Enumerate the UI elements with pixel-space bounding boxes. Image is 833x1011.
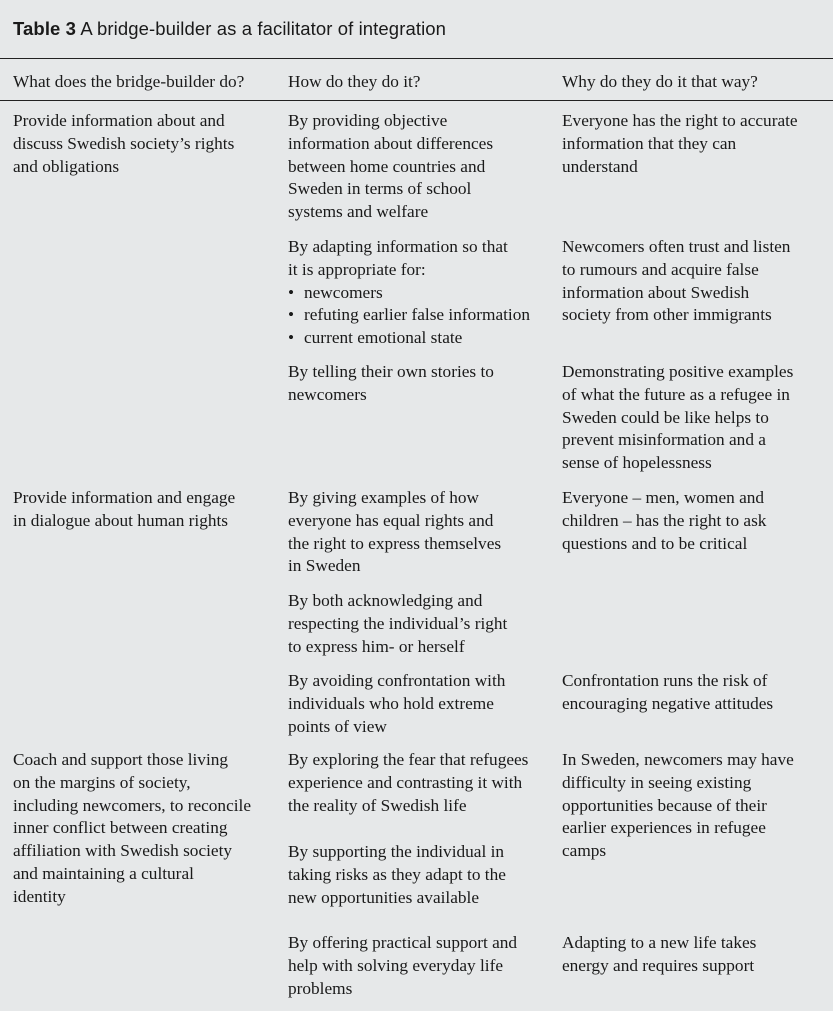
- cell-line: Provide information and engage: [13, 488, 236, 507]
- cell-why-1: [562, 110, 798, 178]
- cell-line: Sweden could be like helps to: [562, 407, 769, 427]
- table-label: Table 3: [13, 18, 77, 39]
- cell-how-3: [288, 361, 494, 407]
- header-bottom-rule: [0, 100, 833, 101]
- cell-how-9: [288, 932, 517, 1000]
- cell-how-7: [288, 749, 528, 817]
- cell-line: By adapting information so that: [288, 237, 508, 256]
- cell-line: Newcomers often trust and listen: [562, 237, 791, 256]
- cell-line: prevent misinformation and a: [562, 430, 766, 450]
- cell-line: encouraging negative attitudes: [562, 693, 774, 713]
- cell-line: on the margins of society,: [13, 772, 191, 792]
- column-header-why: Why do they do it that way?: [562, 72, 758, 91]
- cell-how-2: [288, 236, 530, 350]
- cell-line: Demonstrating positive examples: [562, 362, 794, 381]
- cell-how-1: [288, 110, 493, 224]
- cell-line: understand: [562, 156, 638, 176]
- bullet-text: current emotional state: [304, 328, 463, 348]
- cell-line: experience and contrasting it with: [288, 772, 523, 792]
- cell-line: and obligations: [13, 156, 120, 176]
- cell-line: taking risks as they adapt to the: [288, 864, 506, 884]
- cell-line: information about differences: [288, 133, 494, 153]
- cell-line: it is appropriate for:: [288, 259, 426, 279]
- cell-line: Confrontation runs the risk of: [562, 671, 768, 690]
- cell-line: inner conflict between creating: [13, 818, 228, 838]
- cell-line: By providing objective: [288, 111, 448, 130]
- cell-line: Provide information about and: [13, 111, 225, 130]
- cell-line: everyone has equal rights and: [288, 510, 494, 530]
- cell-line: of what the future as a refugee in: [562, 384, 790, 404]
- bullet-text: newcomers: [304, 282, 383, 302]
- table-title: [13, 18, 446, 40]
- cell-line: systems and welfare: [288, 202, 429, 222]
- cell-line: between home countries and: [288, 156, 486, 176]
- header-top-rule: [0, 58, 833, 59]
- cell-line: By exploring the fear that refugees: [288, 750, 529, 769]
- table-caption: [0, 0, 833, 58]
- cell-line: Coach and support those living: [13, 750, 229, 769]
- cell-line: difficulty in seeing existing: [562, 772, 752, 792]
- cell-line: sense of hopelessness: [562, 453, 712, 473]
- cell-line: to rumours and acquire false: [562, 259, 759, 279]
- cell-line: camps: [562, 841, 607, 861]
- cell-line: points of view: [288, 716, 387, 736]
- cell-line: new opportunities available: [288, 887, 479, 907]
- table-title-text: A bridge-builder as a facilitator of integration: [80, 18, 447, 39]
- cell-what-2: [13, 487, 235, 533]
- cell-how-6: [288, 670, 505, 738]
- cell-line: opportunities because of their: [562, 795, 767, 815]
- cell-line: By avoiding confrontation with: [288, 671, 506, 690]
- cell-line: By both acknowledging and: [288, 591, 483, 610]
- cell-line: to express him- or herself: [288, 636, 465, 656]
- cell-line: questions and to be critical: [562, 533, 748, 553]
- cell-why-4: [562, 487, 766, 555]
- cell-line: including newcomers, to reconcile: [13, 795, 252, 815]
- cell-line: and maintaining a cultural: [13, 863, 194, 883]
- cell-how-5: [288, 590, 507, 658]
- cell-line: earlier experiences in refugee: [562, 818, 766, 838]
- cell-line: discuss Swedish society’s rights: [13, 133, 235, 153]
- bullet-icon: •: [288, 305, 295, 325]
- cell-what-3: [13, 749, 251, 909]
- bullet-list-item: [288, 327, 530, 350]
- column-header-how: How do they do it?: [288, 72, 421, 91]
- cell-line: the reality of Swedish life: [288, 795, 467, 815]
- cell-how-2-text: [288, 236, 530, 282]
- column-header-what: What does the bridge-builder do?: [13, 72, 245, 91]
- cell-line: in dialogue about human rights: [13, 510, 229, 530]
- cell-line: Adapting to a new life takes: [562, 933, 757, 952]
- cell-line: information that they can: [562, 133, 737, 153]
- cell-line: information about Swedish: [562, 282, 750, 302]
- cell-line: Everyone – men, women and: [562, 488, 765, 507]
- bullet-list-item: [288, 304, 530, 327]
- cell-why-9: [562, 932, 756, 978]
- cell-line: By giving examples of how: [288, 488, 480, 507]
- cell-line: Everyone has the right to accurate: [562, 111, 798, 130]
- cell-line: respecting the individual’s right: [288, 613, 508, 633]
- cell-line: identity: [13, 886, 66, 906]
- bullet-icon: •: [288, 282, 295, 302]
- cell-line: newcomers: [288, 384, 367, 404]
- cell-line: By supporting the individual in: [288, 842, 505, 861]
- cell-why-2: [562, 236, 790, 327]
- bullet-list-item: [288, 282, 530, 305]
- bullet-list: [288, 282, 530, 350]
- cell-line: the right to express themselves: [288, 533, 502, 553]
- cell-line: help with solving everyday life: [288, 955, 504, 975]
- cell-line: In Sweden, newcomers may have: [562, 750, 794, 769]
- cell-line: By telling their own stories to: [288, 362, 494, 381]
- cell-line: energy and requires support: [562, 955, 755, 975]
- cell-why-3: [562, 361, 793, 475]
- cell-line: society from other immigrants: [562, 305, 772, 325]
- cell-why-7: [562, 749, 794, 863]
- cell-why-6: [562, 670, 773, 716]
- cell-line: By offering practical support and: [288, 933, 518, 952]
- cell-line: affiliation with Swedish society: [13, 841, 233, 861]
- cell-line: children – has the right to ask: [562, 510, 767, 530]
- cell-line: problems: [288, 978, 353, 998]
- cell-line: in Sweden: [288, 556, 361, 576]
- cell-how-4: [288, 487, 501, 578]
- cell-line: individuals who hold extreme: [288, 693, 494, 713]
- cell-what-1: [13, 110, 234, 178]
- bullet-icon: •: [288, 328, 295, 348]
- cell-line: Sweden in terms of school: [288, 179, 472, 199]
- cell-how-8: [288, 841, 506, 909]
- bullet-text: refuting earlier false information: [304, 305, 530, 325]
